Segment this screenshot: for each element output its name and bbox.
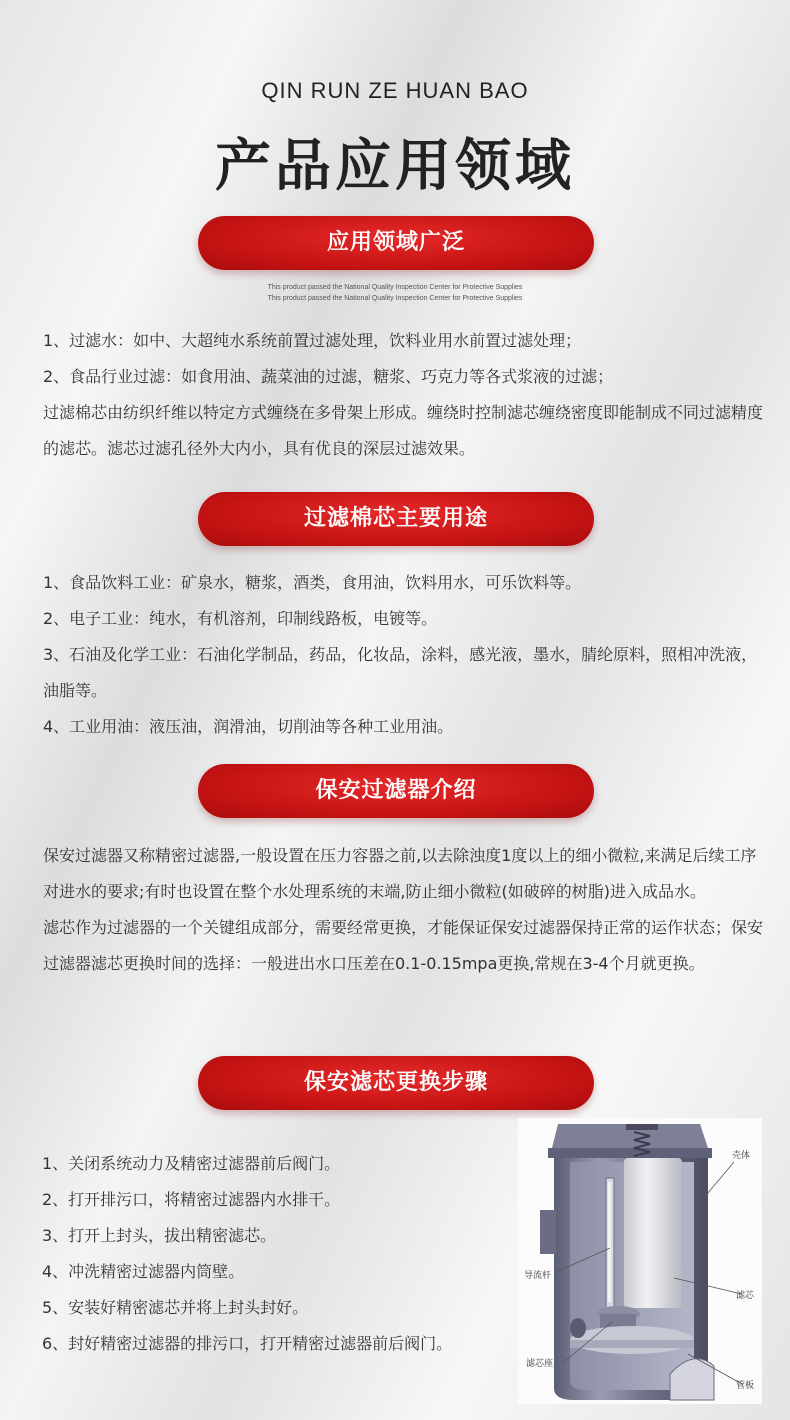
step-item: 5、安装好精密滤芯并将上封头封好。 [42, 1298, 309, 1317]
uses-text [43, 565, 767, 745]
list-item: 4、工业用油：液压油，润滑油，切削油等各种工业用油。 [43, 717, 454, 736]
list-item: 3、石油及化学工业：石油化学制品，药品，化妆品，涂料，感光液，墨水，腈纶原料，照相冲洗液，油脂等。 [43, 645, 758, 700]
diagram-label-plate: 管板 [736, 1381, 755, 1391]
step-item: 3、打开上封头，拔出精密滤芯。 [42, 1226, 277, 1245]
paragraph: 过滤棉芯由纺织纤维以特定方式缠绕在多骨架上形成。缠绕时控制滤芯缠绕密度即能制成不同过滤精度的滤芯。滤芯过滤孔径外大内小，具有优良的深层过滤效果。 [43, 403, 764, 458]
brand-text: QIN RUN ZE HUAN BAO [261, 78, 529, 103]
section-title-uses: 过滤棉芯主要用途 [198, 492, 594, 546]
section-title-steps: 保安滤芯更换步骤 [198, 1056, 594, 1110]
list-item: 1、食品饮料工业：矿泉水，糖浆，酒类，食用油，饮料用水，可乐饮料等。 [43, 573, 582, 592]
inspection-note: This product passed the National Quality Inspection Center for Protective Supplies [267, 295, 523, 302]
step-item: 1、关闭系统动力及精密过滤器前后阀门。 [42, 1154, 341, 1173]
inspection-note: This product passed the National Quality Inspection Center for Protective Supplies [267, 284, 523, 291]
filter-diagram-illustration [518, 1118, 762, 1404]
application-text [43, 323, 767, 467]
diagram-label-seat: 滤芯座 [526, 1359, 554, 1369]
steps-list [42, 1146, 522, 1362]
page-title: 产品应用领域 [215, 134, 575, 199]
step-item: 4、冲洗精密过滤器内筒壁。 [42, 1262, 245, 1281]
paragraph: 保安过滤器又称精密过滤器,一般设置在压力容器之前,以去除浊度1度以上的细小微粒,来满足后续工序对进水的要求;有时也设置在整个水处理系统的末端,防止细小微粒(如破碎的树脂)进入成品水。 [43, 846, 757, 901]
intro-text [43, 838, 767, 982]
step-item: 6、封好精密过滤器的排污口，打开精密过滤器前后阀门。 [42, 1334, 453, 1353]
list-item: 1、过滤水：如中、大超纯水系统前置过滤处理，饮料业用水前置过滤处理； [43, 331, 582, 350]
section-title-application: 应用领域广泛 [198, 216, 594, 270]
list-item: 2、电子工业：纯水，有机溶剂，印制线路板，电镀等。 [43, 609, 438, 628]
step-item: 2、打开排污口，将精密过滤器内水排干。 [42, 1190, 341, 1209]
filter-diagram [518, 1118, 762, 1404]
list-item: 2、食品行业过滤：如食用油、蔬菜油的过滤，糖浆、巧克力等各式浆液的过滤； [43, 367, 614, 386]
paragraph: 滤芯作为过滤器的一个关键组成部分，需要经常更换，才能保证保安过滤器保持正常的运作状态；保安过滤器滤芯更换时间的选择：一般进出水口压差在0.1-0.15mpa更换,常规在3-4个月就更换。 [43, 918, 764, 973]
diagram-label-shell: 壳体 [732, 1151, 751, 1161]
section-title-intro: 保安过滤器介绍 [198, 764, 594, 818]
diagram-label-cartridge: 滤芯 [736, 1291, 755, 1301]
diagram-label-guide-rod: 导流杆 [524, 1271, 552, 1281]
